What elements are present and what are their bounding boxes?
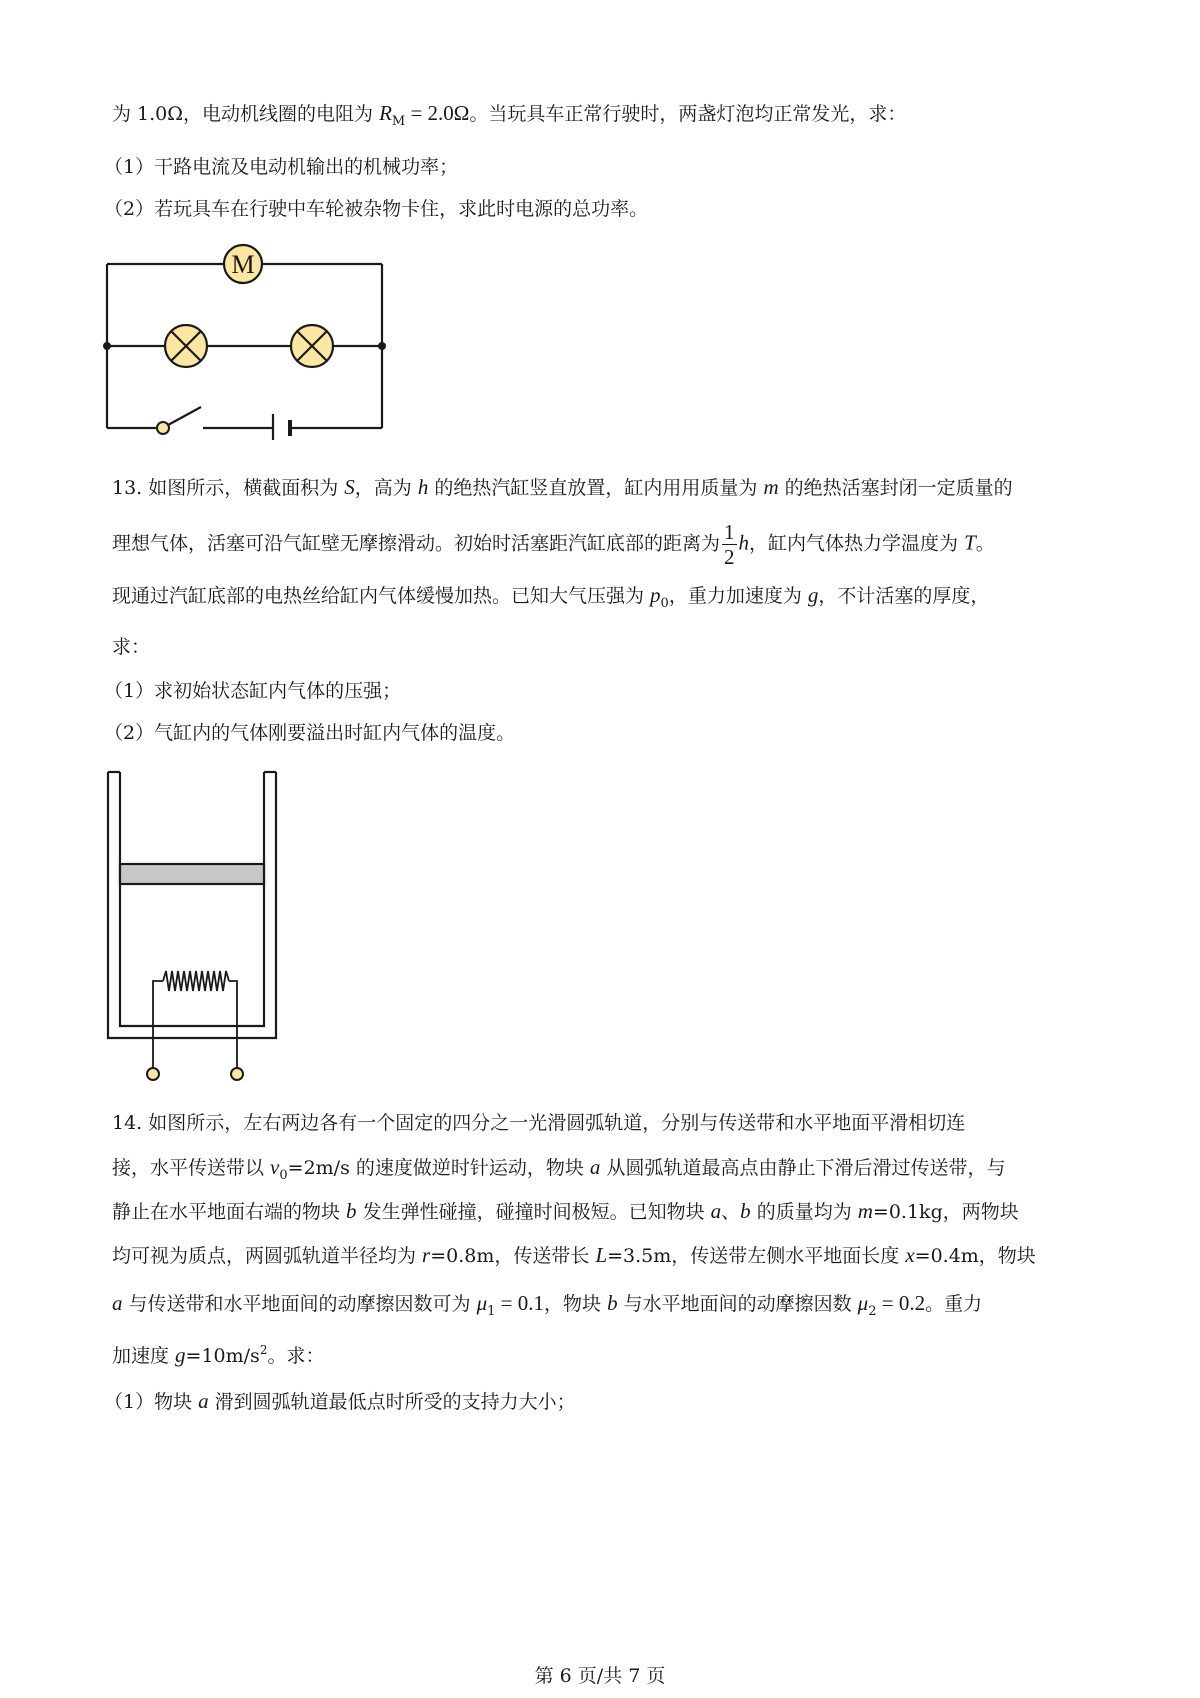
q14-text: ，物块 bbox=[544, 1293, 608, 1315]
q12-line1 bbox=[112, 100, 906, 130]
motor-symbol bbox=[224, 245, 262, 283]
q14-text: 的质量均为 bbox=[750, 1201, 858, 1223]
piston bbox=[120, 864, 264, 884]
page-footer: 第 6 页/共 7 页 bbox=[534, 1665, 666, 1687]
q12-text: 为 1.0Ω，电动机线圈的电阻为 bbox=[112, 103, 380, 125]
switch-symbol bbox=[157, 407, 201, 434]
terminal-left bbox=[147, 1068, 159, 1080]
q14-line2 bbox=[112, 1154, 1005, 1184]
var-b: b bbox=[740, 1199, 751, 1223]
q14-text: 静止在水平地面右端的物块 bbox=[112, 1201, 347, 1223]
mu1-value: = 0.1 bbox=[495, 1291, 545, 1315]
var-mu2-sub: 2 bbox=[868, 1304, 877, 1319]
heating-wire bbox=[153, 971, 237, 1068]
rm-symbol: R bbox=[379, 101, 392, 125]
var-v: v bbox=[270, 1155, 280, 1179]
var-a: a bbox=[198, 1389, 209, 1413]
var-p-sub: 0 bbox=[660, 596, 669, 611]
q13-text: ，重力加速度为 bbox=[668, 585, 808, 607]
q14-text: =10m/s bbox=[185, 1345, 260, 1367]
fraction-half bbox=[722, 520, 737, 569]
var-p: p bbox=[650, 583, 661, 607]
q14-text: 接，水平传送带以 bbox=[112, 1157, 271, 1179]
superscript-2: 2 bbox=[259, 1343, 268, 1357]
var-l: L bbox=[595, 1243, 608, 1267]
q14-text: =0.4m，物块 bbox=[914, 1245, 1036, 1267]
junction-right bbox=[378, 342, 386, 350]
var-m: m bbox=[763, 475, 779, 499]
q13-line3 bbox=[112, 582, 989, 612]
q14-text: =0.1kg，两物块 bbox=[872, 1201, 1019, 1223]
q14-text: 发生弹性碰撞，碰撞时间极短。已知物块 bbox=[356, 1201, 711, 1223]
q13-text: 。 bbox=[975, 532, 995, 555]
var-a: a bbox=[589, 1155, 601, 1179]
var-r: r bbox=[422, 1243, 431, 1267]
q13-text: 理想气体，活塞可沿气缸壁无摩擦滑动。初始时活塞距汽缸底部的距离为 bbox=[112, 532, 721, 555]
q14-line1: 14. 如图所示，左右两边各有一个固定的四分之一光滑圆弧轨道，分别与传送带和水平地面平滑相切连 bbox=[112, 1112, 966, 1134]
q13-part2: （2）气缸内的气体刚要溢出时缸内气体的温度。 bbox=[104, 722, 516, 744]
q14-line6 bbox=[112, 1342, 324, 1371]
q13-line1 bbox=[112, 474, 1013, 501]
q12-text: 。当玩具车正常行驶时，两盏灯泡均正常发光，求： bbox=[469, 103, 907, 125]
var-v-sub: 0 bbox=[279, 1168, 288, 1183]
q14-line3 bbox=[112, 1198, 1019, 1225]
var-a: a bbox=[710, 1199, 722, 1223]
mu2-value: = 0.2 bbox=[876, 1291, 926, 1315]
motor-label: M bbox=[231, 250, 255, 279]
rm-value: = 2.0Ω bbox=[405, 101, 470, 125]
q12-part1: （1）干路电流及电动机输出的机械功率； bbox=[104, 156, 459, 178]
var-mu1-sub: 1 bbox=[487, 1304, 496, 1319]
q14-text: =2m/s 的速度做逆时针运动，物块 bbox=[287, 1157, 590, 1179]
fraction-numerator: 1 bbox=[724, 520, 735, 544]
q14-text: （1）物块 bbox=[104, 1391, 199, 1413]
var-b: b bbox=[346, 1199, 357, 1223]
fraction-denominator: 2 bbox=[724, 545, 735, 569]
q13-text: 现通过汽缸底部的电热丝给缸内气体缓慢加热。已知大气压强为 bbox=[112, 585, 651, 607]
q13-line2 bbox=[112, 520, 995, 569]
rm-sub: M bbox=[391, 114, 406, 129]
var-g: g bbox=[175, 1343, 186, 1367]
q13-part1: （1）求初始状态缸内气体的压强； bbox=[104, 680, 402, 702]
var-mu: μ bbox=[857, 1291, 869, 1315]
q13-text: 的绝热汽缸竖直放置，缸内用用质量为 bbox=[428, 477, 764, 499]
q14-text: 、 bbox=[721, 1201, 741, 1223]
q13-text: 的绝热活塞封闭一定质量的 bbox=[778, 477, 1013, 499]
var-mu: μ bbox=[476, 1291, 488, 1315]
q14-line5 bbox=[112, 1290, 982, 1320]
q14-text: 与传送带和水平地面间的动摩擦因数可为 bbox=[122, 1293, 477, 1315]
cylinder-diagram bbox=[100, 768, 290, 1088]
var-m: m bbox=[857, 1199, 873, 1223]
junction-left bbox=[103, 342, 111, 350]
var-s: S bbox=[344, 475, 355, 499]
var-x: x bbox=[905, 1243, 915, 1267]
q13-line4: 求： bbox=[112, 636, 151, 658]
q14-text: 。求： bbox=[267, 1345, 325, 1367]
q13-text: ，高为 bbox=[354, 477, 418, 499]
var-h: h bbox=[417, 475, 429, 499]
battery-symbol bbox=[273, 414, 290, 440]
circuit-diagram bbox=[95, 240, 395, 440]
q14-text: =0.8m，传送带长 bbox=[430, 1245, 596, 1267]
var-h: h bbox=[738, 530, 750, 555]
var-t: T bbox=[964, 530, 976, 555]
q13-text: ，缸内气体热力学温度为 bbox=[749, 532, 965, 555]
var-g: g bbox=[807, 583, 819, 607]
lamp-1-symbol bbox=[165, 325, 207, 367]
q14-text: 与水平地面间的动摩擦因数 bbox=[617, 1293, 858, 1315]
q13-text: 13. 如图所示，横截面积为 bbox=[112, 477, 345, 499]
var-a: a bbox=[112, 1291, 123, 1315]
var-b: b bbox=[607, 1291, 618, 1315]
q14-text: 加速度 bbox=[112, 1345, 176, 1367]
q14-text: 滑到圆弧轨道最低点时所受的支持力大小； bbox=[208, 1391, 576, 1413]
q13-text: ，不计活塞的厚度， bbox=[818, 585, 990, 607]
terminal-right bbox=[231, 1068, 243, 1080]
q14-part1 bbox=[104, 1388, 576, 1415]
q12-part2: （2）若玩具车在行驶中车轮被杂物卡住，求此时电源的总功率。 bbox=[104, 198, 649, 220]
q14-text: =3.5m，传送带左侧水平地面长度 bbox=[607, 1245, 906, 1267]
lamp-2-symbol bbox=[291, 325, 333, 367]
q14-text: 从圆弧轨道最高点由静止下滑后滑过传送带，与 bbox=[600, 1157, 1006, 1179]
q14-text: 均可视为质点，两圆弧轨道半径均为 bbox=[112, 1245, 423, 1267]
q14-line4 bbox=[112, 1242, 1036, 1269]
q14-text: 。重力 bbox=[925, 1293, 983, 1315]
